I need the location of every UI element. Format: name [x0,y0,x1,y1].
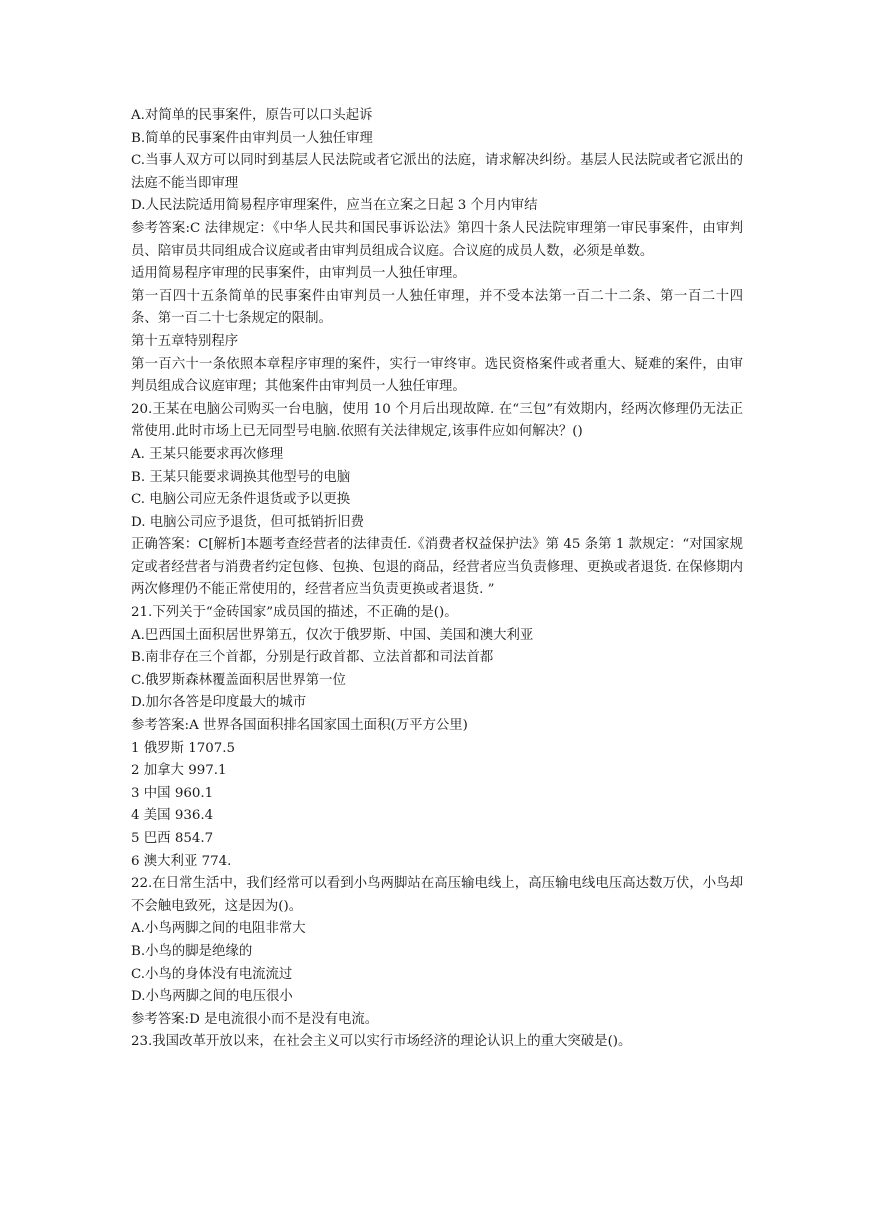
option-c-q20: C. 电脑公司应无条件退货或予以更换 [131,492,351,508]
document-page [131,105,743,1054]
area-rank-6: 6 澳大利亚 774. [131,853,232,869]
answer-q19-note-4: 第一百六十一条依照本章程序审理的案件，实行一审终审。选民资格案件或者重大、疑难的案件，由审判员组成合议庭审理；其他案件由审判员一人独任审理。 [131,356,743,395]
area-rank-4: 4 美国 936.4 [131,808,214,824]
option-a-q20: A. 王某只能要求再次修理 [131,446,284,462]
question-20: 20.王某在电脑公司购买一台电脑，使用 10 个月后出现故障. 在“三包”有效期内，经两次修理仍无法正常使用.此时市场上已无同型号电脑.依照有关法律规定,该事件应如何解决？() [131,401,743,440]
area-rank-1: 1 俄罗斯 1707.5 [131,740,236,756]
option-d-q19: D.人民法院适用简易程序审理案件，应当在立案之日起 3 个月内审结 [131,198,538,214]
answer-q19-note-3: 第十五章特别程序 [131,333,239,349]
option-b-q21: B.南非存在三个首都，分别是行政首都、立法首都和司法首都 [131,650,494,666]
option-a-q21: A.巴西国土面积居世界第五，仅次于俄罗斯、中国、美国和澳大利亚 [131,627,534,643]
question-23: 23.我国改革开放以来，在社会主义可以实行市场经济的理论认识上的重大突破是()。 [131,1034,632,1050]
area-rank-2: 2 加拿大 997.1 [131,763,227,779]
option-a-q19: A.对简单的民事案件，原告可以口头起诉 [131,108,373,123]
answer-q19-note-2: 第一百四十五条简单的民事案件由审判员一人独任审理，并不受本法第一百二十二条、第一百二十四条、第一百二十七条规定的限制。 [131,288,743,327]
answer-q19: 参考答案:C 法律规定：《中华人民共和国民事诉讼法》第四十条人民法院审理第一审民事案件，由审判员、陪审员共同组成合议庭或者由审判员组成合议庭。合议庭的成员人数，必须是单数。 [131,220,743,259]
option-c-q19: C.当事人双方可以同时到基层人民法院或者它派出的法庭，请求解决纠纷。基层人民法院或者它派出的法庭不能当即审理 [131,153,743,191]
question-21: 21.下列关于“金砖国家”成员国的描述，不正确的是()。 [131,605,458,621]
option-b-q19: B.简单的民事案件由审判员一人独任审理 [131,130,373,146]
option-c-q21: C.俄罗斯森林覆盖面积居世界第一位 [131,672,346,688]
area-rank-5: 5 巴西 854.7 [131,831,214,846]
option-d-q21: D.加尔各答是印度最大的城市 [131,695,307,711]
option-d-q20: D. 电脑公司应予退货，但可抵销折旧费 [131,514,365,530]
option-c-q22: C.小鸟的身体没有电流流过 [131,966,293,982]
option-a-q22: A.小鸟两脚之间的电阻非常大 [131,921,306,937]
answer-q19-note-1: 适用简易程序审理的民事案件，由审判员一人独任审理。 [131,266,466,282]
answer-q21: 参考答案:A 世界各国面积排名国家国土面积(万平方公里) [131,718,468,734]
option-b-q20: B. 王某只能要求调换其他型号的电脑 [131,469,351,485]
option-b-q22: B.小鸟的脚是绝缘的 [131,943,253,959]
option-d-q22: D.小鸟两脚之间的电压很小 [131,989,293,1005]
answer-q20: 正确答案：C[解析]本题考查经营者的法律责任.《消费者权益保护法》第 45 条第 1 款规定：“对国家规定或者经营者与消费者约定包修、包换、包退的商品，经营者应当负责修理、更换或者退货. 在保修期内两次修理仍不能正常使用的，经营者应当负责更换或者退货. ” [131,537,743,598]
answer-q22: 参考答案:D 是电流很小而不是没有电流。 [131,1011,379,1027]
area-rank-3: 3 中国 960.1 [131,785,214,801]
question-22: 22.在日常生活中，我们经常可以看到小鸟两脚站在高压输电线上，高压输电线电压高达数万伏，小鸟却不会触电致死，这是因为()。 [131,876,743,914]
